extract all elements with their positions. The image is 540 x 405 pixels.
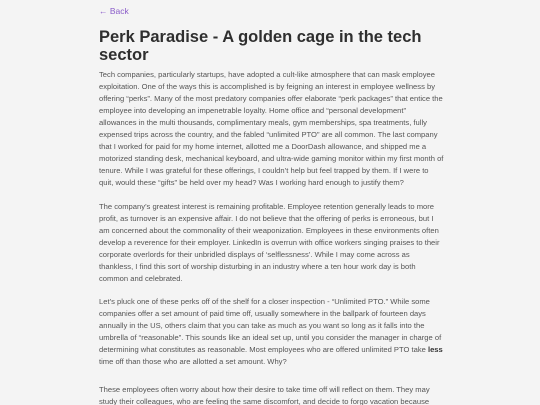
article-paragraph-1: Tech companies, particularly startups, have adopted a cult-like atmosphere that can mask employee exploitation. One of the ways this is accomplished is by feigning an interest in employee wellness by offering “perks”. Many of the most predatory companies offer elaborate “perk packages” that entice the employee into developing an impenetrable loyalty. Home office and “personal development” allowances in the multi thousands, complimentary meals, gym memberships, spa treatments, fully expensed trips across the country, and the fabled “unlimited PTO” are all common. The last company that I worked for paid for my home internet, allotted me a DoorDash allowance, and shipped me a motorized standing desk, mechanical keyboard, and ultra-wide gaming monitor within my first month of tenure. While I was grateful for these offerings, I couldn’t help but feel trapped by them. If I were to quit, would these “gifts” be held over my head? Was I working hard enough to justify them? [99, 70, 444, 187]
article-paragraph-4: These employees often worry about how their desire to take time off will reflect on them. They may study their colleagues, who are feeling the same discomfort, and decide to forgo vacation because [99, 385, 430, 405]
article-paragraph-2: The company’s greatest interest is remaining profitable. Employee retention generally leads to more profit, as turnover is an expensive affair. I do not believe that the offering of perks is erroneous, but I am concerned about the commonality of their weaponization. Employees in these environments often develop a reverence for their employer. LinkedIn is overrun with office workers singing praises to their corporate overlords for their unbridled displays of ‘selflessness’. While I may come across as thankless, I find this sort of worship disturbing in an industry where a ten hour work day is both common and celebrated. [99, 202, 440, 283]
article-title: Perk Paradise - A golden cage in the tech sector [99, 28, 422, 64]
paragraph-3-text-before: Let’s pluck one of these perks off of the shelf for a closer inspection - “Unlimited PTO.” While some companies offer a set amount of paid time off, usually somewhere in the ballpark of fourteen days annually in the US, others claim that you can take as much as you want so long as it falls into the umbrella of “reasonable”. This sounds like an ideal set up, until you consider the manager in charge of determining what constitutes as reasonable. Most employees who are offered unlimited PTO take [99, 297, 442, 354]
paragraph-3-text-after: time off than those who are allotted a set amount. Why? [99, 356, 287, 366]
emphasis-less: less [427, 344, 443, 354]
back-link[interactable]: ← Back [99, 6, 129, 16]
article-paragraph-3 [99, 296, 444, 368]
